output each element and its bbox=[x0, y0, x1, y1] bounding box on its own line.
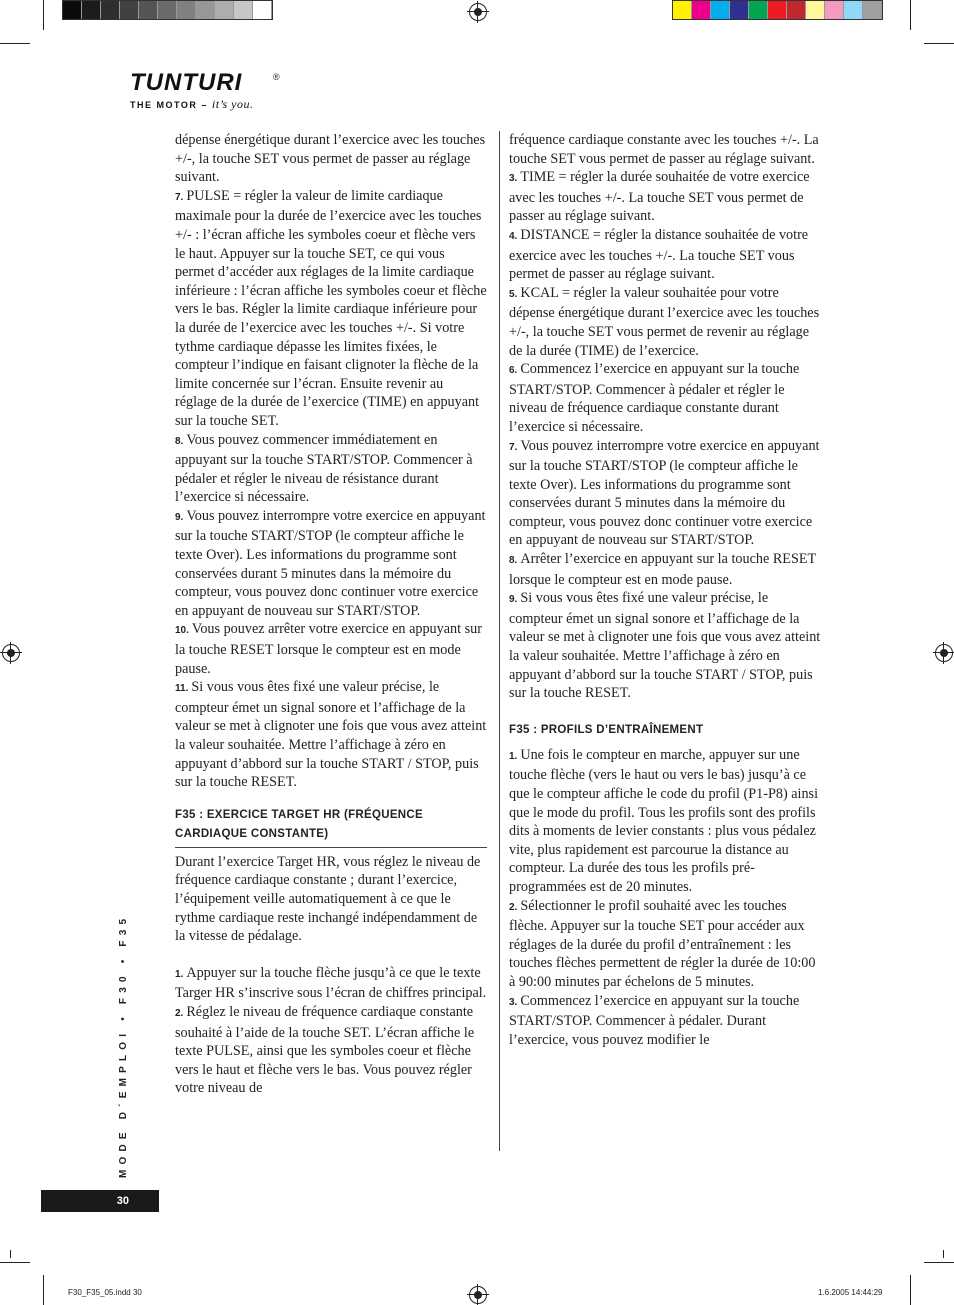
right-text-column bbox=[509, 131, 821, 1049]
logo-registered-mark: ® bbox=[273, 72, 280, 82]
numbered-paragraph bbox=[175, 620, 487, 678]
section-heading: F35 : PROFILS D’ENTRAÎNEMENT bbox=[509, 723, 704, 736]
item-text: PULSE = régler la valeur de limite cardiaque maximale pour la durée de l’exercice avec les touches +/- : l’écran affiche les symboles coeur et flèche vers le haut. Appuyer sur la touche SET, ce qui vous permet d’accéder aux réglages de la limite cardiaque inférieure : l’écran affiche les symboles coeur et flèche vers le bas. Régler la limite cardiaque inférieure pour la durée de l’exercice avec les touches +/-. Si votre tythme cardiaque dépasse les limites fixées, le compteur l’indique en faisant clignoter la flèche de la limite concernée sur l’écran. Ensuite revenir au réglage de la durée de l’exercice (TIME) en appuyant sur la touche SET. bbox=[175, 187, 487, 429]
color-swatch bbox=[120, 1, 139, 19]
paragraph: dépense énergétique durant l’exercice avec les touches +/-, la touche SET vous permet de passer au réglage suivant. bbox=[175, 132, 486, 186]
color-swatch bbox=[158, 1, 177, 19]
page-number: 30 bbox=[41, 1190, 159, 1212]
left-text-column bbox=[175, 131, 487, 1098]
numbered-paragraph bbox=[175, 678, 487, 792]
color-swatch bbox=[63, 1, 82, 19]
color-swatch bbox=[806, 1, 825, 19]
item-text: KCAL = régler la valeur souhaitée pour votre dépense énergétique durant l’exercice avec les touches +/-, la touche SET vous permet de revenir au réglage de la durée (TIME) de l’exercice. bbox=[509, 284, 820, 359]
registration-mark-icon bbox=[469, 1286, 487, 1304]
color-swatch bbox=[253, 1, 272, 19]
numbered-paragraph bbox=[175, 507, 487, 621]
color-swatch bbox=[177, 1, 196, 19]
crop-mark bbox=[943, 1250, 944, 1258]
column-divider bbox=[499, 131, 500, 1151]
item-text: Vous pouvez arrêter votre exercice en appuyant sur la touche RESET lorsque le compteur est en mode pause. bbox=[175, 621, 482, 677]
item-number: 4. bbox=[509, 230, 518, 242]
numbered-paragraph bbox=[175, 1003, 487, 1098]
registration-mark-icon bbox=[935, 644, 953, 662]
paragraph: fréquence cardiaque constante avec les touches +/-. La touche SET vous permet de passer au réglage suivant. bbox=[509, 132, 819, 167]
crop-mark bbox=[910, 1275, 911, 1305]
item-text: Vous pouvez interrompre votre exercice en appuyant sur la touche START/STOP (le compteur affiche le texte Over). Les informations du programme sont conservées durant 5 minutes dans la mémoire du compteur, vous pouvez donc continuer votre exercice en appuyant de nouveau sur START/STOP. bbox=[175, 507, 486, 619]
item-number: 10. bbox=[175, 625, 189, 637]
item-number: 3. bbox=[509, 996, 518, 1008]
color-swatch bbox=[844, 1, 863, 19]
tagline-its-you: it’s you. bbox=[211, 97, 254, 111]
numbered-paragraph bbox=[509, 746, 821, 897]
process-color-bar bbox=[672, 0, 883, 20]
item-text: Vous pouvez interrompre votre exercice en appuyant sur la touche START/STOP (le compteur affiche le texte Over). Les informations du programme sont conservées durant 5 minutes dans la mémoire du compteur, vous pouvez donc continuer votre exercice en appuyant de nouveau sur START/STOP. bbox=[509, 437, 820, 549]
color-swatch bbox=[215, 1, 234, 19]
crop-mark bbox=[10, 1250, 11, 1258]
item-number: 1. bbox=[509, 750, 518, 762]
crop-mark bbox=[43, 0, 44, 30]
item-number: 8. bbox=[509, 555, 518, 567]
side-running-title: MODE D´EMPLOI • F30 • F35 bbox=[118, 913, 129, 1178]
color-swatch bbox=[825, 1, 844, 19]
numbered-paragraph bbox=[509, 550, 821, 589]
item-text: Réglez le niveau de fréquence cardiaque constante souhaité à l’aide de la touche SET. L’écran affiche le texte PULSE, ainsi que les symboles coeur et flèche vers le haut et flèche vers le bas. Vous pouvez régler votre niveau de bbox=[175, 1003, 475, 1097]
registration-mark-icon bbox=[469, 3, 487, 21]
crop-mark bbox=[0, 43, 30, 44]
color-swatch bbox=[692, 1, 711, 19]
item-text: Sélectionner le profil souhaité avec les touches flèche. Appuyer sur la touche SET pour accéder aux réglages de la durée du profil d’entraînement : les touches flèches permettent de régler la durée de 10:00 à 90:00 minutes par échelons de 5 minutes. bbox=[509, 897, 816, 990]
item-number: 7. bbox=[509, 441, 518, 453]
item-number: 1. bbox=[175, 968, 184, 980]
crop-mark bbox=[910, 0, 911, 30]
numbered-paragraph bbox=[509, 897, 821, 992]
item-number: 9. bbox=[509, 594, 518, 606]
item-number: 5. bbox=[509, 288, 518, 300]
numbered-paragraph bbox=[175, 431, 487, 507]
item-text: TIME = régler la durée souhaitée de votre exercice avec les touches +/-. La touche SET vous permet de passer au réglage suivant. bbox=[509, 169, 810, 225]
item-number: 11. bbox=[175, 683, 189, 695]
tagline-motor: THE MOTOR bbox=[130, 100, 198, 110]
registration-mark-icon bbox=[2, 644, 20, 662]
color-swatch bbox=[101, 1, 120, 19]
item-number: 2. bbox=[175, 1007, 184, 1019]
item-number: 9. bbox=[175, 511, 184, 523]
numbered-paragraph bbox=[175, 187, 487, 431]
numbered-paragraph bbox=[509, 992, 821, 1050]
paragraph: Durant l’exercice Target HR, vous réglez le niveau de fréquence cardiaque constante ; durant l’exercice, l’équipement veille automatiquement à ce que le rythme cardiaque reste inchangé indépendamment de la vitesse de pédalage. bbox=[175, 853, 481, 945]
slug-filename: F30_F35_05.indd 30 bbox=[68, 1288, 142, 1297]
item-text: Arrêter l’exercice en appuyant sur la touche RESET lorsque le compteur est en mode pause. bbox=[509, 551, 816, 588]
grayscale-color-bar bbox=[62, 0, 273, 20]
color-swatch bbox=[82, 1, 101, 19]
item-number: 6. bbox=[509, 365, 518, 377]
color-swatch bbox=[139, 1, 158, 19]
item-text: Si vous vous êtes fixé une valeur précise, le compteur émet un signal sonore et l’affichage de la valeur se met à clignoter une fois que vous avez atteint la valeur souhaitée. Mettre l’affichage à zéro en appuyant d’abbord sur la touche START / STOP, puis sur la touche RESET. bbox=[509, 590, 821, 702]
item-text: Appuyer sur la touche flèche jusqu’à ce que le texte Targer HR s’inscrive sous l’écran de chiffres principal. bbox=[175, 964, 487, 1002]
color-swatch bbox=[749, 1, 768, 19]
logo-brand: TUNTURI bbox=[130, 69, 243, 96]
color-swatch bbox=[787, 1, 806, 19]
item-number: 2. bbox=[509, 901, 518, 913]
crop-mark bbox=[0, 1262, 30, 1263]
slug-timestamp: 1.6.2005 14:44:29 bbox=[818, 1288, 883, 1297]
tunturi-logo bbox=[130, 69, 280, 112]
color-swatch bbox=[863, 1, 882, 19]
numbered-paragraph bbox=[509, 284, 821, 360]
item-number: 7. bbox=[175, 191, 184, 203]
item-text: Une fois le compteur en marche, appuyer sur une touche flèche (vers le haut ou vers le bas) jusqu’à ce que le compteur affiche le code du profil (P1-P8) ainsi que le mode du profil. Tous les profils sont des profils dits à moments de levier constants : plus vous pédalez vite, plus rapidement est parcourue la distance au compteur. La durée des tous les profils pré-programmées est de 20 minutes. bbox=[509, 746, 819, 895]
tagline-dash: – bbox=[197, 100, 212, 110]
numbered-paragraph bbox=[509, 360, 821, 436]
color-swatch bbox=[768, 1, 787, 19]
item-text: Vous pouvez commencer immédiatement en appuyant sur la touche START/STOP. Commencer à pédaler et régler le niveau de résistance durant l’exercice si nécessaire. bbox=[175, 431, 473, 506]
color-swatch bbox=[234, 1, 253, 19]
logo-tagline bbox=[130, 97, 253, 112]
item-text: DISTANCE = régler la distance souhaitée de votre exercice avec les touches +/-. La touche SET vous permet de passer au réglage suivant. bbox=[509, 226, 809, 283]
color-swatch bbox=[673, 1, 692, 19]
numbered-paragraph bbox=[509, 168, 821, 226]
item-text: Commencez l’exercice en appuyant sur la touche START/STOP. Commencer à pédaler. Durant l’exercice, vous pouvez modifier le bbox=[509, 992, 800, 1048]
crop-mark bbox=[924, 43, 954, 44]
color-swatch bbox=[711, 1, 730, 19]
numbered-paragraph bbox=[509, 589, 821, 703]
color-swatch bbox=[730, 1, 749, 19]
item-text: Si vous vous êtes fixé une valeur précise, le compteur émet un signal sonore et l’affichage de la valeur se met à clignoter une fois que vous avez atteint la valeur souhaitée. Mettre l’affichage à zéro en appuyant d’abbord sur la touche START / STOP, puis sur la touche RESET. bbox=[175, 679, 487, 791]
numbered-paragraph bbox=[509, 226, 821, 284]
section-heading: F35 : EXERCICE TARGET HR (FRÉQUENCE CARDIAQUE CONSTANTE) bbox=[175, 806, 487, 848]
numbered-paragraph bbox=[175, 964, 487, 1003]
color-swatch bbox=[196, 1, 215, 19]
crop-mark bbox=[43, 1275, 44, 1305]
item-text: Commencez l’exercice en appuyant sur la touche START/STOP. Commencer à pédaler et régler le niveau de fréquence cardiaque constante durant l’exercice si nécessaire. bbox=[509, 361, 800, 435]
numbered-paragraph bbox=[509, 437, 821, 551]
item-number: 8. bbox=[175, 435, 184, 447]
crop-mark bbox=[924, 1262, 954, 1263]
item-number: 3. bbox=[509, 173, 518, 185]
